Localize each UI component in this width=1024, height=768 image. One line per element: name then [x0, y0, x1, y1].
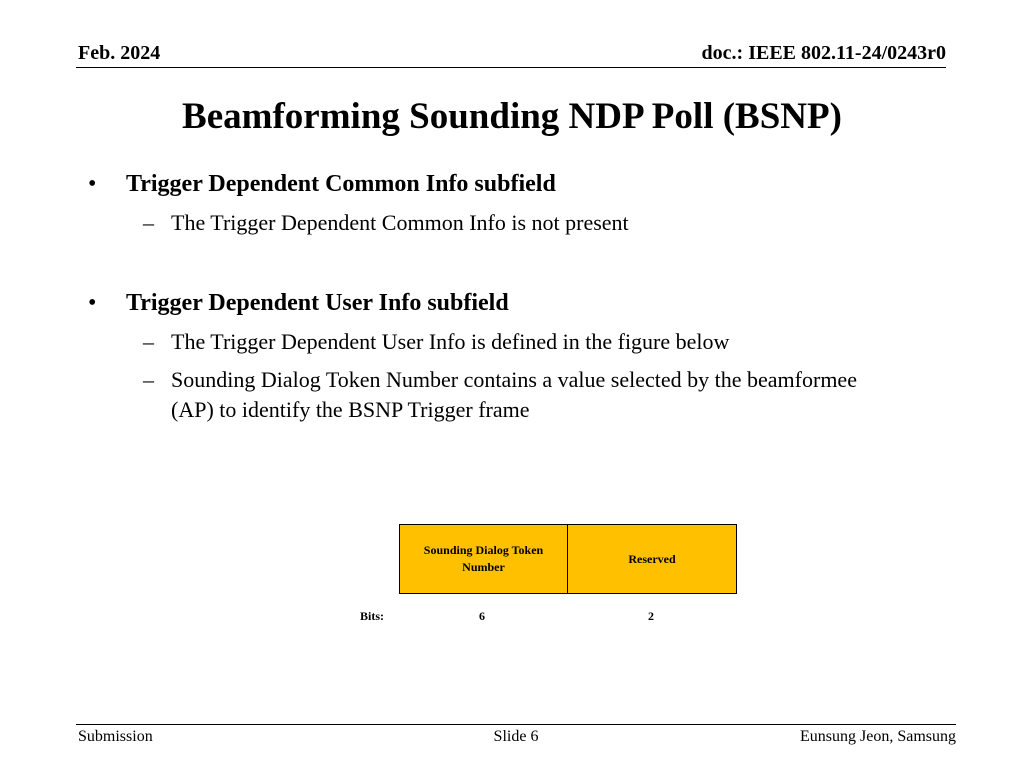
bullet-heading-user-info: Trigger Dependent User Info subfield [126, 290, 509, 316]
bits-value-token: 6 [479, 609, 485, 623]
header-doc-id: doc.: IEEE 802.11-24/0243r0 [701, 42, 946, 64]
field-format-table [399, 524, 737, 594]
bits-label: Bits: [360, 609, 384, 623]
header-divider [76, 67, 946, 68]
field-sounding-dialog-token-number: Sounding Dialog Token Number [400, 525, 568, 593]
sub-bullet-marker: – [143, 329, 154, 354]
bullet-marker: • [88, 290, 97, 316]
field-reserved: Reserved [568, 525, 736, 593]
footer-divider [76, 724, 956, 725]
sub-bullet-text: Sounding Dialog Token Number contains a value selected by the beamformee (AP) to identify the BSNP Trigger frame [171, 367, 857, 422]
footer-author: Eunsung Jeon, Samsung [800, 728, 956, 745]
footer-slide-number: Slide 6 [493, 728, 539, 745]
header-date: Feb. 2024 [78, 42, 161, 64]
bits-value-reserved: 2 [648, 609, 654, 623]
sub-bullet-marker: – [143, 367, 154, 392]
bullet-marker: • [88, 171, 97, 197]
sub-bullet-text: The Trigger Dependent Common Info is not present [171, 210, 629, 235]
bullet-heading-common-info: Trigger Dependent Common Info subfield [126, 171, 556, 197]
sub-bullet-text: The Trigger Dependent User Info is defined in the figure below [171, 329, 730, 354]
sub-bullet-marker: – [143, 210, 154, 235]
slide-title: Beamforming Sounding NDP Poll (BSNP) [182, 96, 842, 137]
footer-submission: Submission [78, 728, 153, 745]
